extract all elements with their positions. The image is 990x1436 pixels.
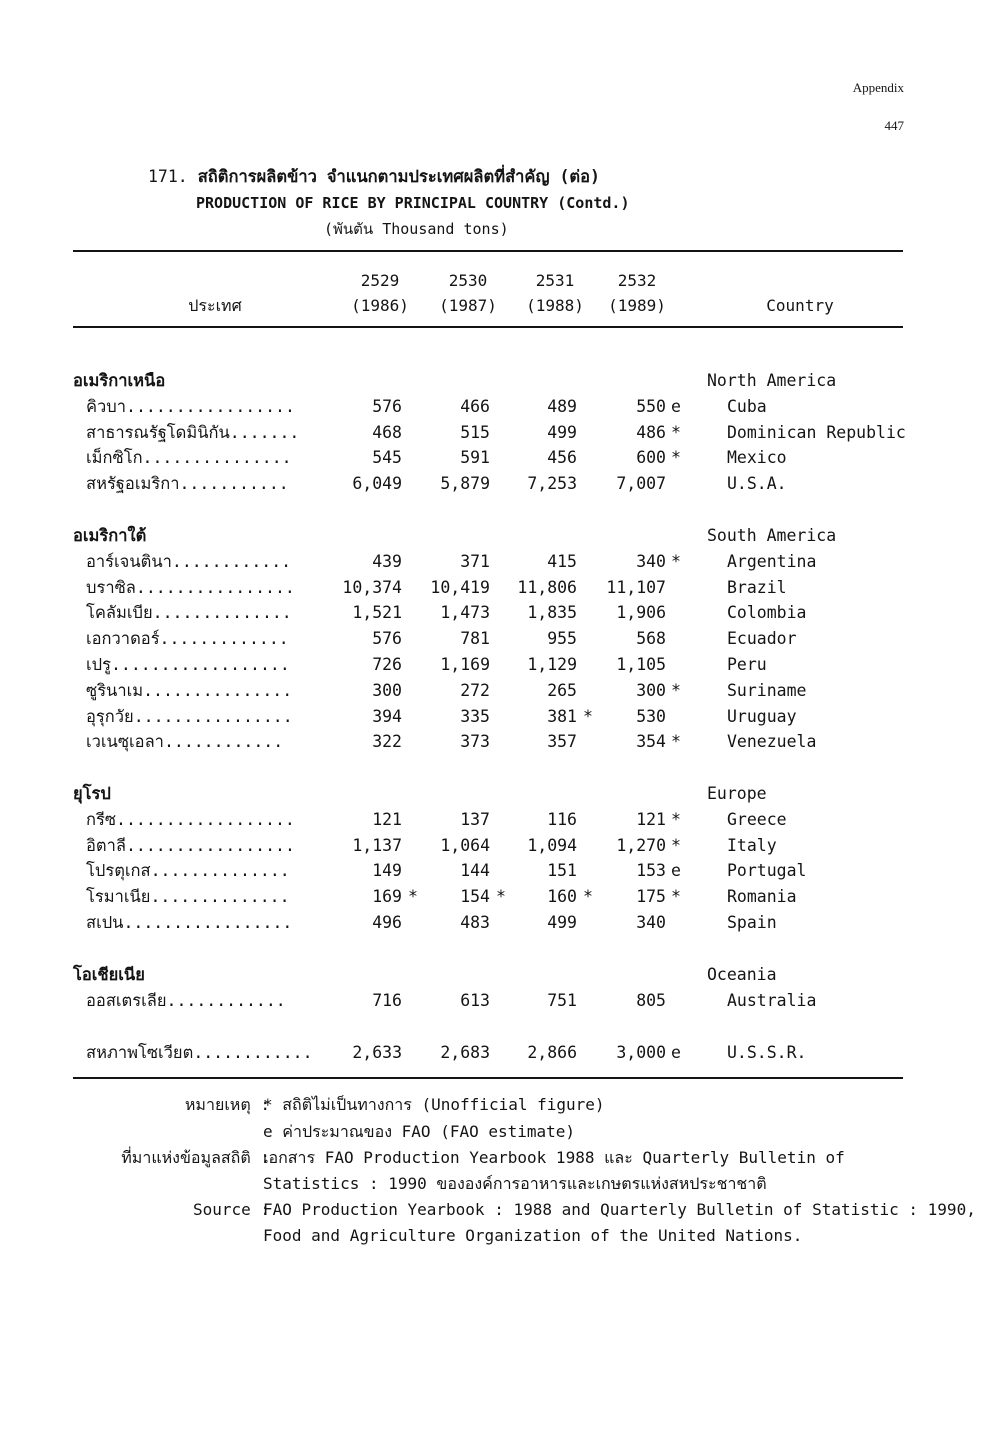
table-row — [0, 575, 990, 601]
source-thai-label: ที่มาแห่งข้อมูลสถิติ : — [121, 1148, 270, 1167]
value-cell: 576 — [372, 396, 402, 416]
value-cell: 600 — [636, 448, 666, 468]
value-flag: * — [583, 706, 593, 726]
value-cell: 394 — [372, 706, 402, 726]
header-year-2 — [423, 268, 513, 318]
header-year-ce: (1988) — [526, 296, 584, 315]
value-cell: 357 — [547, 732, 577, 752]
source-english-label: Source : — [192, 1200, 270, 1219]
value-cell: 483 — [460, 913, 490, 932]
value-cell: 1,129 — [527, 655, 577, 674]
value-cell: 121 — [372, 809, 402, 829]
table-title-thai: สถิติการผลิตข้าว จำแนกตามประเทศผลิตที่สำคัญ (ต่อ) — [197, 167, 600, 186]
value-cell: 456 — [547, 448, 577, 468]
value-cell: 160 — [547, 887, 577, 907]
region-name-english: South America — [707, 526, 837, 545]
table-unit: (พันตัน Thousand tons) — [324, 220, 509, 238]
header-year-be: 2529 — [360, 271, 400, 290]
value-cell: 3,000 — [616, 1043, 666, 1062]
table-row — [0, 420, 990, 446]
value-cell: 489 — [547, 396, 577, 416]
value-flag: * — [671, 732, 681, 752]
value-flag: * — [583, 887, 593, 907]
country-name-thai: อิตาลี................. — [86, 835, 295, 855]
region-header-row — [0, 523, 990, 549]
header-year-be: 2532 — [617, 271, 657, 290]
running-header-section: Appendix — [852, 80, 904, 95]
value-flag: * — [671, 835, 681, 855]
value-cell: 1,094 — [527, 835, 577, 855]
country-name-thai: เอกวาดอร์............. — [86, 629, 289, 649]
country-name-thai: อุรุกวัย................ — [86, 706, 293, 726]
value-cell: 154 — [460, 887, 490, 907]
country-name-thai: กรีซ.................. — [86, 809, 295, 829]
value-cell: 7,007 — [616, 474, 666, 494]
header-country-english: Country — [766, 296, 834, 315]
country-name-thai: สเปน................. — [86, 913, 293, 932]
table-row — [0, 445, 990, 471]
value-cell: 515 — [460, 422, 490, 442]
country-name-english: U.S.S.R. — [727, 1043, 807, 1062]
note-star-row — [0, 1092, 990, 1118]
value-cell: 468 — [372, 422, 402, 442]
value-cell: 550 — [636, 396, 666, 416]
value-cell: 2,633 — [352, 1043, 402, 1062]
country-name-thai: บราซิล................ — [86, 577, 295, 597]
table-row-ussr — [0, 1040, 990, 1066]
country-name-english: Spain — [727, 913, 777, 932]
region-name-english: Oceania — [707, 965, 777, 984]
country-name-thai: สาธารณรัฐโดมินิกัน....... — [86, 422, 300, 442]
country-name-english: Portugal — [727, 861, 807, 881]
value-cell: 1,906 — [616, 603, 666, 623]
country-name-english: Australia — [727, 990, 817, 1010]
country-name-thai: ซูรินาเม............... — [86, 680, 293, 700]
value-cell: 7,253 — [527, 474, 577, 494]
header-year-ce: (1986) — [351, 296, 409, 315]
source-thai-row-2 — [0, 1171, 990, 1197]
header-year-be: 2530 — [448, 271, 488, 290]
country-name-english: Cuba — [727, 396, 767, 416]
value-cell: 6,049 — [352, 474, 402, 494]
value-cell: 530 — [636, 706, 666, 726]
value-cell: 121 — [636, 809, 666, 829]
value-cell: 499 — [547, 422, 577, 442]
table-row — [0, 988, 990, 1014]
value-flag: * — [408, 887, 418, 907]
source-english-line-1: FAO Production Yearbook : 1988 and Quarterly Bulletin of Statistic : 1990, — [263, 1200, 976, 1219]
source-thai-line-1: เอกสาร FAO Production Yearbook 1988 และ Quarterly Bulletin of — [263, 1148, 845, 1167]
table-row — [0, 858, 990, 884]
country-name-thai: ออสเตรเลีย............ — [86, 990, 286, 1010]
table-row — [0, 394, 990, 420]
country-name-thai: สหภาพโซเวียต............ — [86, 1043, 313, 1062]
value-cell: 1,137 — [352, 835, 402, 855]
country-name-english: Ecuador — [727, 629, 797, 649]
value-cell: 415 — [547, 551, 577, 571]
table-row — [0, 471, 990, 497]
region-name-thai: อเมริกาเหนือ — [73, 371, 166, 390]
header-country-thai: ประเทศ — [188, 296, 242, 315]
value-cell: 568 — [636, 629, 666, 649]
table-row — [0, 626, 990, 652]
value-cell: 272 — [460, 680, 490, 700]
header-year-ce: (1989) — [608, 296, 666, 315]
value-cell: 169 — [372, 887, 402, 907]
region-name-thai: อเมริกาใต้ — [73, 526, 147, 545]
value-flag: * — [671, 448, 681, 468]
value-cell: 499 — [547, 913, 577, 932]
value-cell: 322 — [372, 732, 402, 752]
value-cell: 955 — [547, 629, 577, 649]
value-cell: 340 — [636, 913, 666, 932]
country-name-thai: เม็กซิโก............... — [86, 448, 292, 468]
value-cell: 1,270 — [616, 835, 666, 855]
table-row — [0, 833, 990, 859]
country-name-thai: เวเนซุเอลา............ — [86, 732, 284, 752]
value-cell: 300 — [372, 680, 402, 700]
value-cell: 1,835 — [527, 603, 577, 623]
country-name-thai: อาร์เจนตินา............ — [86, 551, 292, 571]
country-name-thai: เปรู.................. — [86, 655, 290, 674]
table-bottom-rule — [73, 1077, 903, 1079]
value-flag: e — [671, 861, 681, 881]
value-cell: 726 — [372, 655, 402, 674]
value-cell: 751 — [547, 990, 577, 1010]
value-cell: 371 — [460, 551, 490, 571]
value-flag: e — [671, 396, 681, 416]
country-name-english: Mexico — [727, 448, 787, 468]
country-name-english: Uruguay — [727, 706, 797, 726]
value-cell: 1,521 — [352, 603, 402, 623]
value-cell: 153 — [636, 861, 666, 881]
source-english-row-2 — [0, 1223, 990, 1249]
value-cell: 149 — [372, 861, 402, 881]
country-name-english: Colombia — [727, 603, 807, 623]
table-row — [0, 807, 990, 833]
page-number: 447 — [884, 118, 904, 133]
value-cell: 805 — [636, 990, 666, 1010]
region-name-english: North America — [707, 371, 837, 390]
value-cell: 137 — [460, 809, 490, 829]
source-thai-line-2: Statistics : 1990 ขององค์การอาหารและเกษตรแห่งสหประชาชาติ — [263, 1174, 767, 1193]
note-e-row — [0, 1119, 990, 1145]
value-cell: 1,064 — [440, 835, 490, 855]
value-cell: 2,866 — [527, 1043, 577, 1062]
note-star-text: * สถิติไม่เป็นทางการ (Unofficial figure) — [263, 1095, 605, 1114]
value-cell: 1,473 — [440, 603, 490, 623]
value-flag: * — [671, 680, 681, 700]
value-cell: 576 — [372, 629, 402, 649]
table-row — [0, 729, 990, 755]
table-row — [0, 678, 990, 704]
country-name-thai: คิวบา................. — [86, 396, 295, 416]
country-name-english: Suriname — [727, 680, 807, 700]
value-cell: 151 — [547, 861, 577, 881]
value-cell: 439 — [372, 551, 402, 571]
table-row — [0, 910, 990, 936]
region-header-row — [0, 781, 990, 807]
region-name-thai: โอเชียเนีย — [73, 965, 145, 984]
value-cell: 340 — [636, 551, 666, 571]
country-name-english: Peru — [727, 655, 767, 674]
value-cell: 545 — [372, 448, 402, 468]
header-year-ce: (1987) — [439, 296, 497, 315]
country-name-english: Venezuela — [727, 732, 817, 752]
value-cell: 116 — [547, 809, 577, 829]
value-flag: * — [671, 887, 681, 907]
header-year-3 — [510, 268, 600, 318]
table-row — [0, 884, 990, 910]
value-cell: 373 — [460, 732, 490, 752]
header-year-4 — [592, 268, 682, 318]
note-e-text: e ค่าประมาณของ FAO (FAO estimate) — [263, 1122, 576, 1141]
table-number: 171. — [148, 167, 188, 186]
value-flag: * — [671, 551, 681, 571]
value-cell: 300 — [636, 680, 666, 700]
value-cell: 613 — [460, 990, 490, 1010]
value-cell: 10,419 — [430, 577, 490, 597]
value-cell: 354 — [636, 732, 666, 752]
value-cell: 466 — [460, 396, 490, 416]
table-row — [0, 549, 990, 575]
value-cell: 144 — [460, 861, 490, 881]
value-flag: * — [671, 422, 681, 442]
value-flag: * — [496, 887, 506, 907]
country-name-english: Dominican Republic — [727, 422, 906, 442]
table-title-english: PRODUCTION OF RICE BY PRINCIPAL COUNTRY (Contd.) — [196, 194, 630, 212]
country-name-english: Argentina — [727, 551, 817, 571]
value-cell: 175 — [636, 887, 666, 907]
country-name-thai: โปรตุเกส.............. — [86, 861, 290, 881]
country-name-english: Brazil — [727, 577, 787, 597]
source-english-row — [0, 1197, 990, 1223]
source-english-line-2: Food and Agriculture Organization of the United Nations. — [263, 1226, 803, 1245]
table-header-rule — [73, 326, 903, 328]
table-title-block — [148, 164, 629, 242]
value-cell: 486 — [636, 422, 666, 442]
table-row — [0, 704, 990, 730]
table-top-rule — [73, 250, 903, 252]
value-cell: 1,105 — [616, 655, 666, 674]
value-cell: 381 — [547, 706, 577, 726]
country-name-english: Italy — [727, 835, 777, 855]
value-cell: 1,169 — [440, 655, 490, 674]
value-cell: 781 — [460, 629, 490, 649]
table-row — [0, 652, 990, 678]
value-cell: 10,374 — [342, 577, 402, 597]
value-cell: 591 — [460, 448, 490, 468]
value-flag: * — [671, 809, 681, 829]
value-cell: 496 — [372, 913, 402, 932]
value-cell: 5,879 — [440, 474, 490, 494]
header-year-be: 2531 — [535, 271, 575, 290]
country-name-english: U.S.A. — [727, 474, 787, 494]
value-cell: 11,107 — [606, 577, 666, 597]
region-header-row — [0, 368, 990, 394]
value-cell: 335 — [460, 706, 490, 726]
country-name-english: Romania — [727, 887, 797, 907]
region-name-english: Europe — [707, 784, 767, 803]
country-name-thai: โคลัมเบีย.............. — [86, 603, 292, 623]
value-cell: 2,683 — [440, 1043, 490, 1062]
table-row — [0, 600, 990, 626]
note-label: หมายเหตุ : — [184, 1095, 270, 1114]
country-name-thai: โรมาเนีย.............. — [86, 887, 290, 907]
country-name-english: Greece — [727, 809, 787, 829]
table-title-thai-line — [148, 164, 629, 190]
value-cell: 11,806 — [517, 577, 577, 597]
region-header-row — [0, 962, 990, 988]
header-year-1 — [335, 268, 425, 318]
value-cell: 265 — [547, 680, 577, 700]
value-flag: e — [671, 1043, 681, 1062]
region-name-thai: ยุโรป — [73, 784, 111, 803]
value-cell: 716 — [372, 990, 402, 1010]
source-thai-row — [0, 1145, 990, 1171]
country-name-thai: สหรัฐอเมริกา........... — [86, 474, 289, 494]
